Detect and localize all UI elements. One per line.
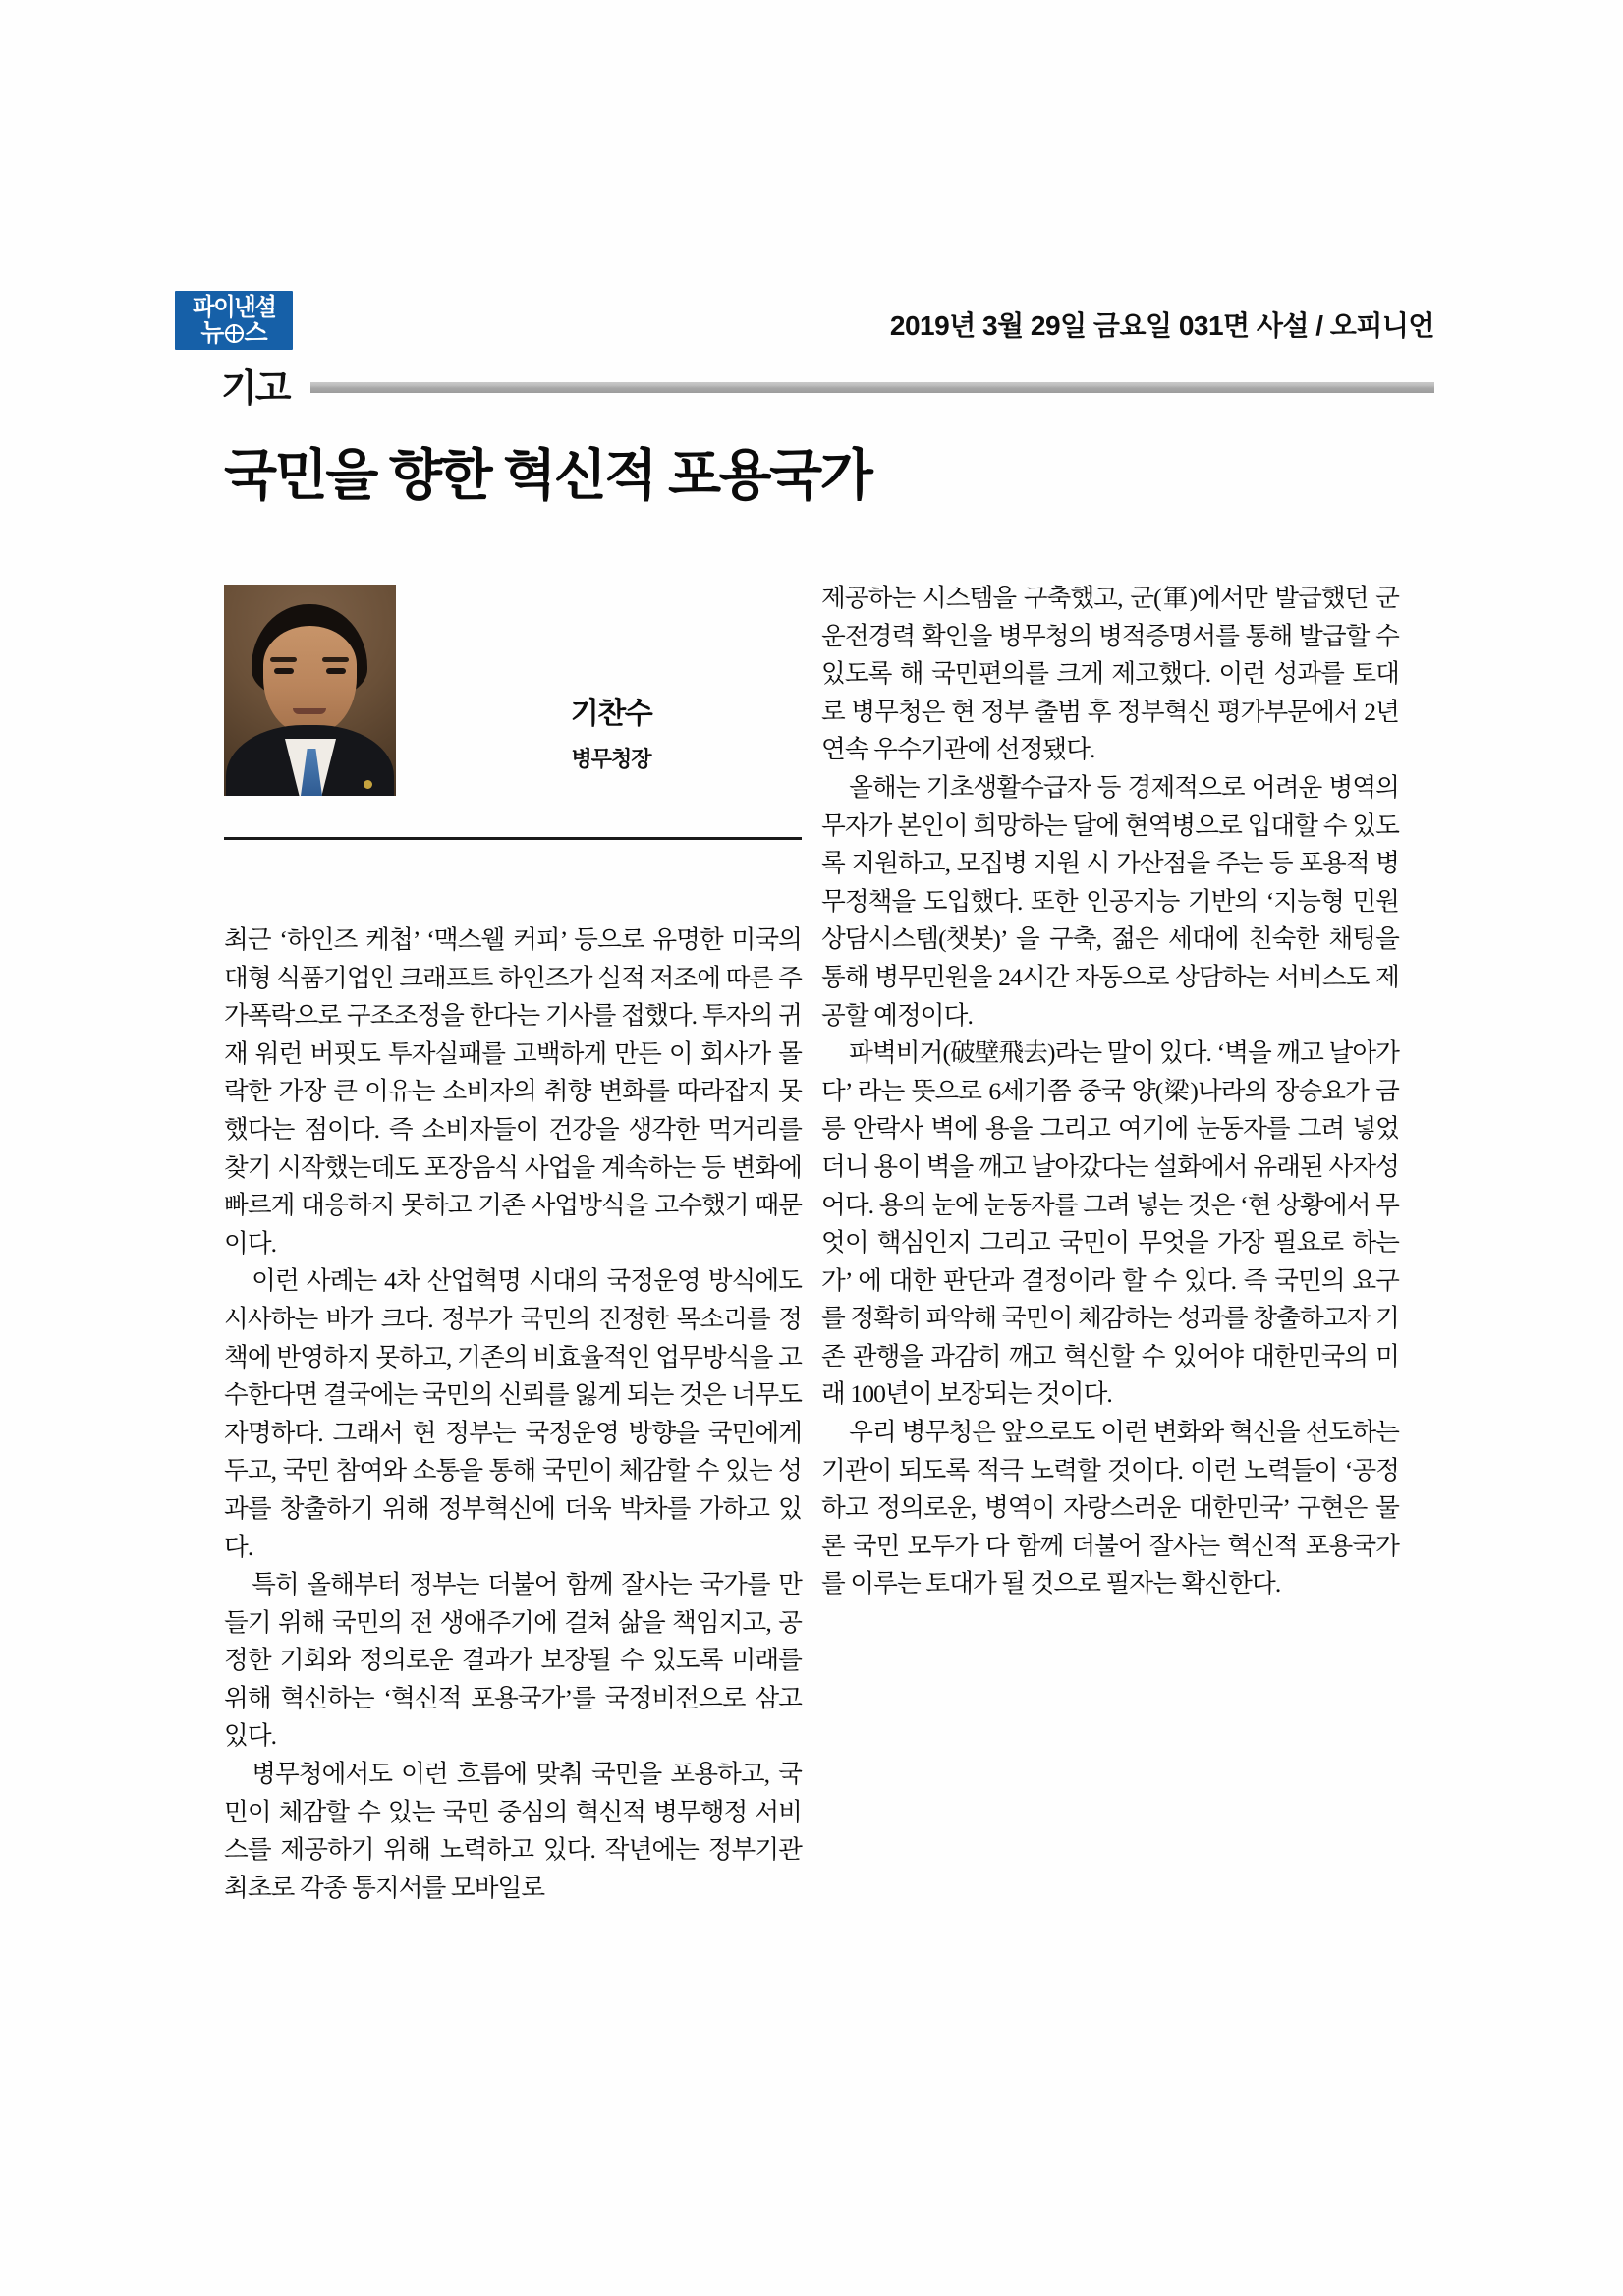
- logo-text-line1: 파이낸셜: [192, 293, 276, 321]
- section-label: 기고: [221, 368, 290, 410]
- paragraph: 병무청에서도 이런 흐름에 맞춰 국민을 포용하고, 국민이 체감할 수 있는 국민 중심의 혁신적 병무행정 서비스를 제공하기 위해 노력하고 있다. 작년에는 정부기관 최초로 각종 통지서를 모바일로: [224, 1760, 802, 1902]
- logo-text-seu: 스: [244, 318, 267, 347]
- logo-text-nyu: 뉴: [200, 318, 224, 347]
- article-column-right: [821, 580, 1399, 1603]
- paragraph: 특히 올해부터 정부는 더불어 함께 잘사는 국가를 만들기 위해 국민의 전 생애주기에 걸쳐 삶을 책임지고, 공정한 기회와 정의로운 결과가 보장될 수 있도록 미래를 위해 혁신하는 ‘혁신적 포용국가’를 국정비전으로 삼고 있다.: [224, 1570, 802, 1751]
- paragraph: 파벽비거(破壁飛去)라는 말이 있다. ‘벽을 깨고 날아가다’ 라는 뜻으로 6세기쯤 중국 양(梁)나라의 장승요가 금릉 안락사 벽에 용을 그리고 여기에 눈동자를 그려 넣었더니 용이 벽을 깨고 날아갔다는 설화에서 유래된 사자성어다. 용의 눈에 눈동자를 그려 넣는 것은 ‘현 상황에서 무엇이 핵심인지 그리고 국민이 무엇을 가장 필요로 하는가’ 에 대한 판단과 결정이라 할 수 있다. 즉 국민의 요구를 정확히 파악해 국민이 체감하는 성과를 창출하고자 기존 관행을 과감히 깨고 혁신할 수 있어야 대한민국의 미래 100년이 보장되는 것이다.: [821, 1038, 1399, 1409]
- portrait-eye-right: [326, 668, 346, 674]
- author-name: 기찬수: [570, 698, 652, 730]
- paragraph: 올해는 기초생활수급자 등 경제적으로 어려운 병역의무자가 본인이 희망하는 달에 현역병으로 입대할 수 있도록 지원하고, 모집병 지원 시 가산점을 주는 등 포용적 병무정책을 도입했다. 또한 인공지능 기반의 ‘지능형 민원 상담시스템(챗봇)’ 을 구축, 젊은 세대에 친숙한 채팅을 통해 병무민원을 24시간 자동으로 상담하는 서비스도 제공할 예정이다.: [821, 772, 1399, 1030]
- portrait-lapel-pin: [364, 780, 372, 789]
- masthead: [175, 291, 1434, 369]
- financial-news-logo: [175, 291, 293, 350]
- portrait-face: [263, 626, 357, 734]
- globe-icon: [225, 324, 244, 343]
- portrait-brow-right: [322, 657, 349, 662]
- author-block-divider: [224, 837, 802, 840]
- paragraph: 이런 사례는 4차 산업혁명 시대의 국정운영 방식에도 시사하는 바가 크다. 정부가 국민의 진정한 목소리를 정책에 반영하지 못하고, 기존의 비효율적인 업무방식을 고수한다면 결국에는 국민의 신뢰를 잃게 되는 것은 너무도 자명하다. 그래서 현 정부는 국정운영 방향을 국민에게 두고, 국민 참여와 소통을 통해 국민이 체감할 수 있는 성과를 창출하기 위해 정부혁신에 더욱 박차를 가하고 있다.: [224, 1266, 802, 1561]
- author-portrait-photo: [224, 585, 396, 796]
- paragraph: 우리 병무청은 앞으로도 이런 변화와 혁신을 선도하는 기관이 되도록 적극 노력할 것이다. 이런 노력들이 ‘공정하고 정의로운, 병역이 자랑스러운 대한민국’ 구현은 물론 국민 모두가 다 함께 더불어 잘사는 혁신적 포용국가를 이루는 토대가 될 것으로 필자는 확신한다.: [821, 1418, 1399, 1598]
- paragraph: 제공하는 시스템을 구축했고, 군(軍)에서만 발급했던 군 운전경력 확인을 병무청의 병적증명서를 통해 발급할 수 있도록 해 국민편의를 크게 제고했다. 이런 성과를 토대로 병무청은 현 정부 출범 후 정부혁신 평가부문에서 2년 연속 우수기관에 선정됐다.: [821, 584, 1399, 764]
- author-byline: [420, 696, 802, 778]
- portrait-eye-left: [274, 668, 294, 674]
- section-header: [175, 362, 1434, 409]
- portrait-mouth: [293, 708, 326, 714]
- paragraph: 최근 ‘하인즈 케첩’ ‘맥스웰 커피’ 등으로 유명한 미국의 대형 식품기업인 크래프트 하인즈가 실적 저조에 따른 주가폭락으로 구조조정을 한다는 기사를 접했다. 투자의 귀재 워런 버핏도 투자실패를 고백하게 만든 이 회사가 몰락한 가장 큰 이유는 소비자의 취향 변화를 따라잡지 못했다는 점이다. 즉 소비자들이 건강을 생각한 먹거리를 찾기 시작했는데도 포장음식 사업을 계속하는 등 변화에 빠르게 대응하지 못하고 기존 사업방식을 고수했기 때문이다.: [224, 925, 802, 1258]
- article-headline: 국민을 향한 혁신적 포용국가: [224, 444, 871, 506]
- author-block: [224, 580, 802, 904]
- author-title: 병무청장: [571, 746, 651, 771]
- article-column-left: [224, 580, 802, 1907]
- logo-text-line2: [200, 318, 267, 347]
- portrait-brow-left: [270, 657, 297, 662]
- issue-date-line: 2019년 3월 29일 금요일 031면 사설 / 오피니언: [889, 310, 1434, 341]
- section-divider-rule: [310, 382, 1434, 393]
